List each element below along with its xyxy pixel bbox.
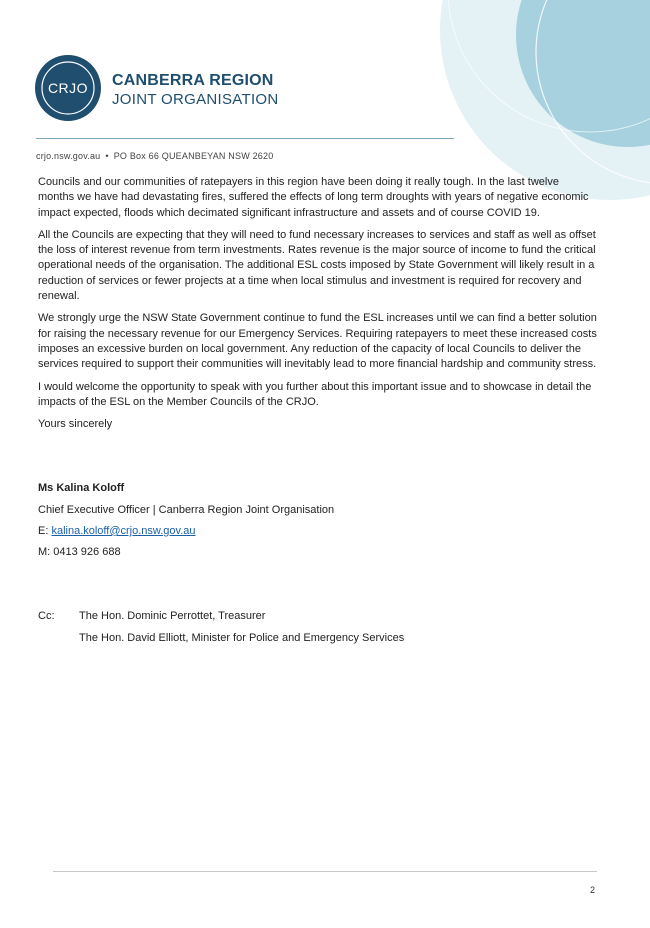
email-label: E: <box>38 525 52 537</box>
email-link[interactable]: kalina.koloff@crjo.nsw.gov.au <box>51 525 196 537</box>
paragraph: Councils and our communities of ratepayers in this region have been doing it really tough. In the last twelve months we have had devastating fires, suffered the effects of long term droughts with years of negative economic impact expected, floods which decimated significant infrastructure and assets and of course COVID 19. <box>38 176 589 219</box>
header-divider <box>36 138 454 139</box>
org-subtitle: JOINT ORGANISATION <box>112 91 279 108</box>
po-box-text: PO Box 66 QUEANBEYAN NSW 2620 <box>113 151 274 161</box>
org-name: CANBERRA REGION <box>112 72 274 89</box>
separator-dot: • <box>105 151 109 161</box>
signatory-mobile: M: 0413 926 688 <box>38 546 121 558</box>
logo-text: CRJO <box>47 80 89 96</box>
cc-recipient: The Hon. Dominic Perrottet, Treasurer <box>79 610 266 622</box>
crjo-logo <box>34 54 102 122</box>
closing-text: Yours sincerely <box>38 418 113 431</box>
signatory-title: Chief Executive Officer | Canberra Region Joint Organisation <box>38 504 335 516</box>
letter-body <box>38 175 598 439</box>
page-number: 2 <box>590 885 596 895</box>
footer-divider <box>53 871 597 872</box>
signatory-email-line <box>38 524 598 538</box>
website-text: crjo.nsw.gov.au <box>36 151 101 161</box>
cc-label: Cc: <box>38 610 55 622</box>
cc-recipient: The Hon. David Elliott, Minister for Police and Emergency Services <box>79 632 405 644</box>
paragraph: We strongly urge the NSW State Government continue to fund the ESL increases until we can find a better solution for raising the necessary revenue for our Emergency Services. Requiring ratepayers to meet these increased costs imposes an excessive burden on local government. Any reduction of the capacity of local Councils to deliver the services required to support their communities will inevitably lead to more financial hardship and community stress. <box>38 312 597 371</box>
signatory-name: Ms Kalina Koloff <box>38 482 125 494</box>
paragraph: All the Councils are expecting that they will need to fund necessary increases to services and staff as well as offset the loss of interest revenue from term investments. Rates revenue is the major source of income to fund the critical operational needs of the organisation. The additional ESL costs imposed by State Government will likely result in a reduction of services or fewer projects at a time when local stimulus and investment is required for recovery and renewal. <box>38 228 596 303</box>
paragraph: I would welcome the opportunity to speak with you further about this important issue and to showcase in detail the impacts of the ESL on the Member Councils of the CRJO. <box>38 380 592 408</box>
contact-line <box>36 151 273 161</box>
